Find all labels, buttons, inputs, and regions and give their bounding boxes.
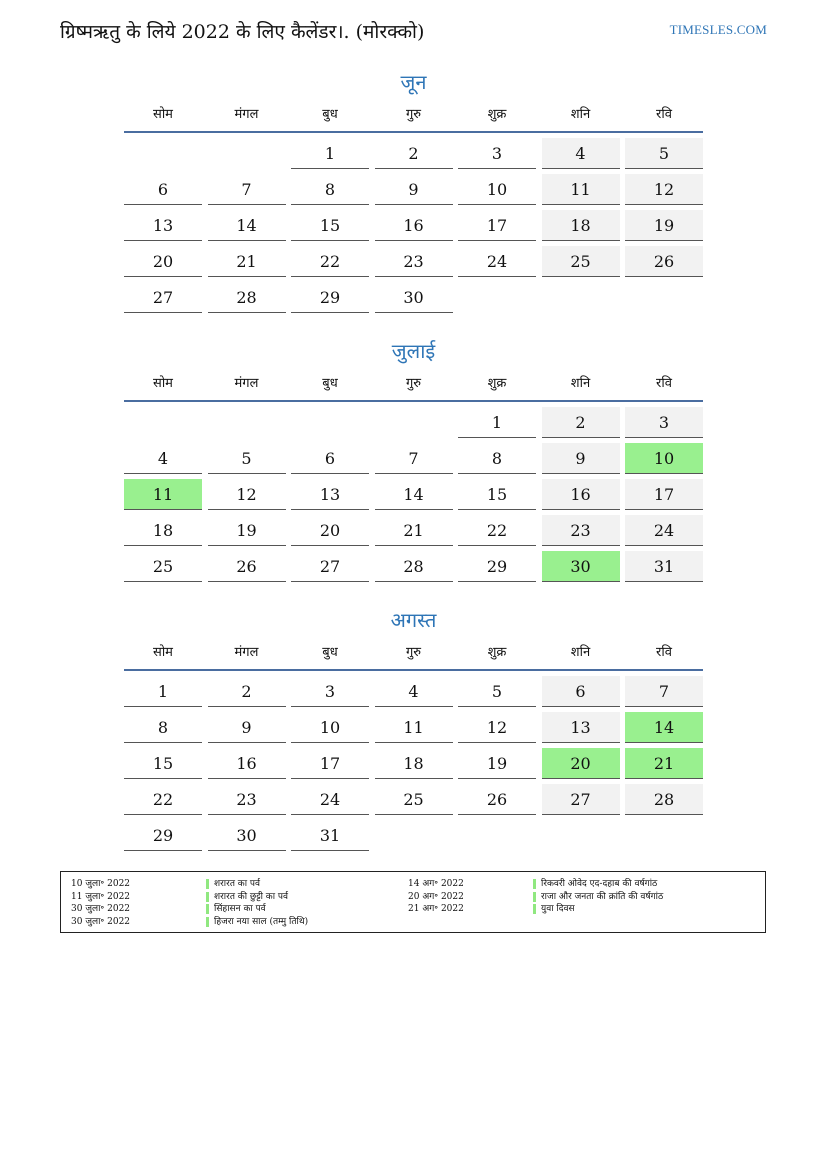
day-cell: 19 xyxy=(458,748,536,779)
site-link[interactable]: TIMESLES.COM xyxy=(669,22,767,37)
day-cell: 9 xyxy=(208,712,286,743)
day-cell: 3 xyxy=(458,138,536,169)
month-calendar xyxy=(124,68,703,313)
legend-holiday-name: राजा और जनता की क्रांति की वर्षगांठ xyxy=(533,892,663,902)
holiday-day-cell: 10 xyxy=(625,443,703,474)
legend-date: 21 अग॰ 2022 xyxy=(408,904,464,914)
day-cell: 10 xyxy=(458,174,536,205)
day-cell: 22 xyxy=(124,784,202,815)
header-rule xyxy=(124,669,703,671)
weekday-label: गुरु xyxy=(405,107,422,122)
day-cell: 25 xyxy=(542,246,620,277)
day-cell: 26 xyxy=(458,784,536,815)
week-row xyxy=(124,246,703,277)
legend-date: 10 जुला॰ 2022 xyxy=(71,879,131,889)
month-title: अगस्त xyxy=(390,608,437,632)
day-cell: 1 xyxy=(124,676,202,707)
weekday-label: रवि xyxy=(656,376,672,391)
legend-date: 14 अग॰ 2022 xyxy=(408,879,464,889)
day-cell: 30 xyxy=(375,282,453,313)
empty-day-cell xyxy=(208,407,286,437)
weekday-label: मंगल xyxy=(234,645,259,660)
holiday-legend xyxy=(60,871,766,933)
week-row xyxy=(124,479,703,510)
legend-holiday-name: शरारत का पर्व xyxy=(206,879,260,889)
day-cell: 8 xyxy=(458,443,536,474)
day-cell: 1 xyxy=(458,407,536,438)
day-cell: 2 xyxy=(208,676,286,707)
day-cell: 24 xyxy=(458,246,536,277)
day-cell: 31 xyxy=(291,820,369,851)
holiday-day-cell: 20 xyxy=(542,748,620,779)
day-cell: 18 xyxy=(124,515,202,546)
day-cell: 30 xyxy=(208,820,286,851)
header-rule xyxy=(124,131,703,133)
week-row xyxy=(124,748,703,779)
empty-day-cell xyxy=(291,407,369,437)
day-cell: 23 xyxy=(375,246,453,277)
empty-day-cell xyxy=(458,820,536,850)
day-cell: 24 xyxy=(291,784,369,815)
day-cell: 5 xyxy=(625,138,703,169)
legend-holiday-name: युवा दिवस xyxy=(533,904,575,914)
day-cell: 10 xyxy=(291,712,369,743)
day-cell: 14 xyxy=(208,210,286,241)
day-cell: 15 xyxy=(458,479,536,510)
day-cell: 5 xyxy=(458,676,536,707)
week-row xyxy=(124,407,703,438)
weekday-header xyxy=(124,104,703,126)
day-cell: 16 xyxy=(375,210,453,241)
empty-day-cell xyxy=(375,407,453,437)
day-cell: 31 xyxy=(625,551,703,582)
day-cell: 11 xyxy=(375,712,453,743)
legend-date: 30 जुला॰ 2022 xyxy=(71,904,131,914)
empty-day-cell xyxy=(625,820,703,850)
day-cell: 12 xyxy=(458,712,536,743)
day-cell: 9 xyxy=(542,443,620,474)
day-cell: 24 xyxy=(625,515,703,546)
empty-day-cell xyxy=(542,820,620,850)
day-cell: 22 xyxy=(458,515,536,546)
day-cell: 16 xyxy=(542,479,620,510)
month-title: जुलाई xyxy=(391,339,436,363)
day-cell: 27 xyxy=(291,551,369,582)
holiday-day-cell: 11 xyxy=(124,479,202,510)
day-cell: 17 xyxy=(291,748,369,779)
week-row xyxy=(124,174,703,205)
month-calendar xyxy=(124,606,703,851)
day-cell: 14 xyxy=(375,479,453,510)
empty-day-cell xyxy=(124,407,202,437)
weekday-label: बुध xyxy=(322,107,338,122)
day-cell: 26 xyxy=(208,551,286,582)
day-cell: 2 xyxy=(375,138,453,169)
weekday-label: शनि xyxy=(570,376,591,391)
day-cell: 13 xyxy=(542,712,620,743)
weekday-label: शनि xyxy=(570,645,591,660)
week-row xyxy=(124,515,703,546)
weekday-label: शुक्र xyxy=(487,107,507,122)
weekday-label: रवि xyxy=(656,645,672,660)
day-cell: 13 xyxy=(291,479,369,510)
legend-holiday-name: शरारत की छुट्टी का पर्व xyxy=(206,892,288,902)
weekday-label: गुरु xyxy=(405,376,422,391)
day-cell: 22 xyxy=(291,246,369,277)
weekday-label: बुध xyxy=(322,645,338,660)
day-cell: 7 xyxy=(208,174,286,205)
weekday-label: सोम xyxy=(153,645,173,660)
day-cell: 8 xyxy=(291,174,369,205)
day-cell: 6 xyxy=(291,443,369,474)
weekday-label: बुध xyxy=(322,376,338,391)
empty-day-cell xyxy=(208,138,286,168)
day-cell: 19 xyxy=(625,210,703,241)
weekday-label: शुक्र xyxy=(487,645,507,660)
day-cell: 20 xyxy=(124,246,202,277)
day-cell: 8 xyxy=(124,712,202,743)
day-cell: 15 xyxy=(291,210,369,241)
legend-holiday-name: सिंहासन का पर्व xyxy=(206,904,266,914)
day-cell: 16 xyxy=(208,748,286,779)
week-row xyxy=(124,551,703,582)
day-cell: 27 xyxy=(124,282,202,313)
empty-day-cell xyxy=(542,282,620,312)
day-cell: 1 xyxy=(291,138,369,169)
day-cell: 25 xyxy=(124,551,202,582)
day-cell: 9 xyxy=(375,174,453,205)
day-cell: 29 xyxy=(458,551,536,582)
day-cell: 7 xyxy=(625,676,703,707)
day-cell: 11 xyxy=(542,174,620,205)
week-row xyxy=(124,138,703,169)
legend-date: 30 जुला॰ 2022 xyxy=(71,916,131,927)
weekday-label: रवि xyxy=(656,107,672,122)
day-cell: 6 xyxy=(542,676,620,707)
day-cell: 5 xyxy=(208,443,286,474)
empty-day-cell xyxy=(625,282,703,312)
weekday-header xyxy=(124,642,703,664)
day-cell: 29 xyxy=(291,282,369,313)
empty-day-cell xyxy=(375,820,453,850)
weekday-label: मंगल xyxy=(234,376,259,391)
day-cell: 3 xyxy=(291,676,369,707)
day-cell: 4 xyxy=(542,138,620,169)
day-cell: 17 xyxy=(625,479,703,510)
day-cell: 7 xyxy=(375,443,453,474)
weekday-label: शुक्र xyxy=(487,376,507,391)
holiday-day-cell: 14 xyxy=(625,712,703,743)
week-row xyxy=(124,210,703,241)
day-cell: 25 xyxy=(375,784,453,815)
day-cell: 28 xyxy=(625,784,703,815)
day-cell: 3 xyxy=(625,407,703,438)
weekday-label: शनि xyxy=(570,107,591,122)
day-cell: 4 xyxy=(375,676,453,707)
weekday-label: गुरु xyxy=(405,645,422,660)
week-row xyxy=(124,676,703,707)
day-cell: 26 xyxy=(625,246,703,277)
holiday-day-cell: 30 xyxy=(542,551,620,582)
holiday-day-cell: 21 xyxy=(625,748,703,779)
week-row xyxy=(124,282,703,313)
header-rule xyxy=(124,400,703,402)
day-cell: 27 xyxy=(542,784,620,815)
day-cell: 2 xyxy=(542,407,620,438)
day-cell: 20 xyxy=(291,515,369,546)
legend-holiday-name: रिकवरी ओवेद एद-दहाब की वर्षगांठ xyxy=(533,879,657,889)
empty-day-cell xyxy=(458,282,536,312)
weekday-label: सोम xyxy=(153,107,173,122)
page-title: ग्रिष्मऋतु के लिये 2022 के लिए कैलेंडर।. (मोरक्को) xyxy=(60,21,425,43)
weekday-label: मंगल xyxy=(234,107,259,122)
day-cell: 21 xyxy=(208,246,286,277)
day-cell: 6 xyxy=(124,174,202,205)
day-cell: 21 xyxy=(375,515,453,546)
day-cell: 23 xyxy=(208,784,286,815)
day-cell: 4 xyxy=(124,443,202,474)
weekday-label: सोम xyxy=(153,376,173,391)
legend-date: 11 जुला॰ 2022 xyxy=(71,891,131,902)
legend-holiday-name: हिजरा नया साल (तम्मु तिथि) xyxy=(206,917,308,927)
day-cell: 29 xyxy=(124,820,202,851)
day-cell: 12 xyxy=(625,174,703,205)
day-cell: 28 xyxy=(375,551,453,582)
day-cell: 18 xyxy=(542,210,620,241)
legend-date: 20 अग॰ 2022 xyxy=(408,891,464,902)
day-cell: 12 xyxy=(208,479,286,510)
week-row xyxy=(124,784,703,815)
day-cell: 19 xyxy=(208,515,286,546)
weekday-header xyxy=(124,373,703,395)
day-cell: 13 xyxy=(124,210,202,241)
day-cell: 23 xyxy=(542,515,620,546)
day-cell: 15 xyxy=(124,748,202,779)
week-row xyxy=(124,820,703,851)
week-row xyxy=(124,712,703,743)
month-calendar xyxy=(124,337,703,582)
day-cell: 18 xyxy=(375,748,453,779)
month-title: जून xyxy=(400,70,427,94)
week-row xyxy=(124,443,703,474)
day-cell: 28 xyxy=(208,282,286,313)
day-cell: 17 xyxy=(458,210,536,241)
empty-day-cell xyxy=(124,138,202,168)
